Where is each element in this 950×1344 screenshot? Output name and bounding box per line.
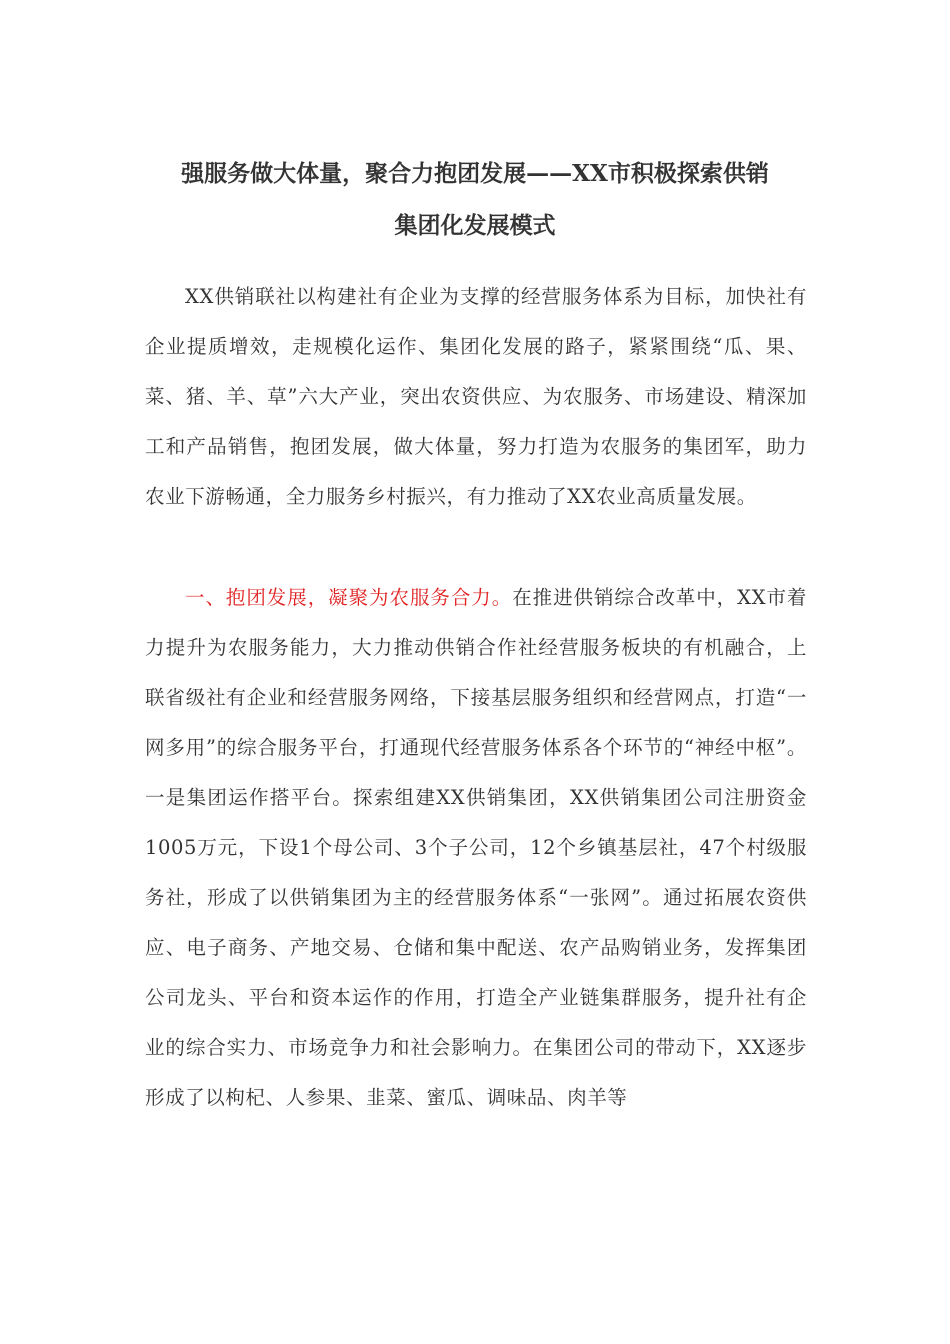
section-heading: 一、抱团发展，凝聚为农服务合力。: [185, 586, 513, 609]
document-title: [140, 148, 810, 252]
section-body: 在推进供销综合改革中，XX市着力提升为农服务能力，大力推动供销合作社经营服务板块的有机融合，上联省级社有企业和经营服务网络，下接基层服务组织和经营网点，打造“一网多用”的综合服务平台，打通现代经营服务体系各个环节的“神经中枢”。一是集团运作搭平台。探索组建XX供销集团，XX供销集团公司注册资金1005万元，下设1个母公司、3个子公司，12个乡镇基层社，47个村级服务社，形成了以供销集团为主的经营服务体系“一张网”。通过拓展农资供应、电子商务、产地交易、仓储和集中配送、农产品购销业务，发挥集团公司龙头、平台和资本运作的作用，打造全产业链集群服务，提升社有企业的综合实力、市场竞争力和社会影响力。在集团公司的带动下，XX逐步形成了以枸杞、人参果、韭菜、蜜瓜、调味品、肉羊等: [145, 586, 807, 1109]
title-line-2: 集团化发展模式: [394, 212, 556, 239]
paragraph-section-1: [145, 573, 807, 1123]
title-line-1: 强服务做大体量，聚合力抱团发展——XX市积极探索供销: [181, 160, 769, 187]
paragraph-intro: XX供销联社以构建社有企业为支撑的经营服务体系为目标，加快社有企业提质增效，走规模化运作、集团化发展的路子，紧紧围绕“瓜、果、菜、猪、羊、草”六大产业，突出农资供应、为农服务、市场建设、精深加工和产品销售，抱团发展，做大体量，努力打造为农服务的集团军，助力农业下游畅通，全力服务乡村振兴，有力推动了XX农业高质量发展。: [145, 285, 807, 508]
